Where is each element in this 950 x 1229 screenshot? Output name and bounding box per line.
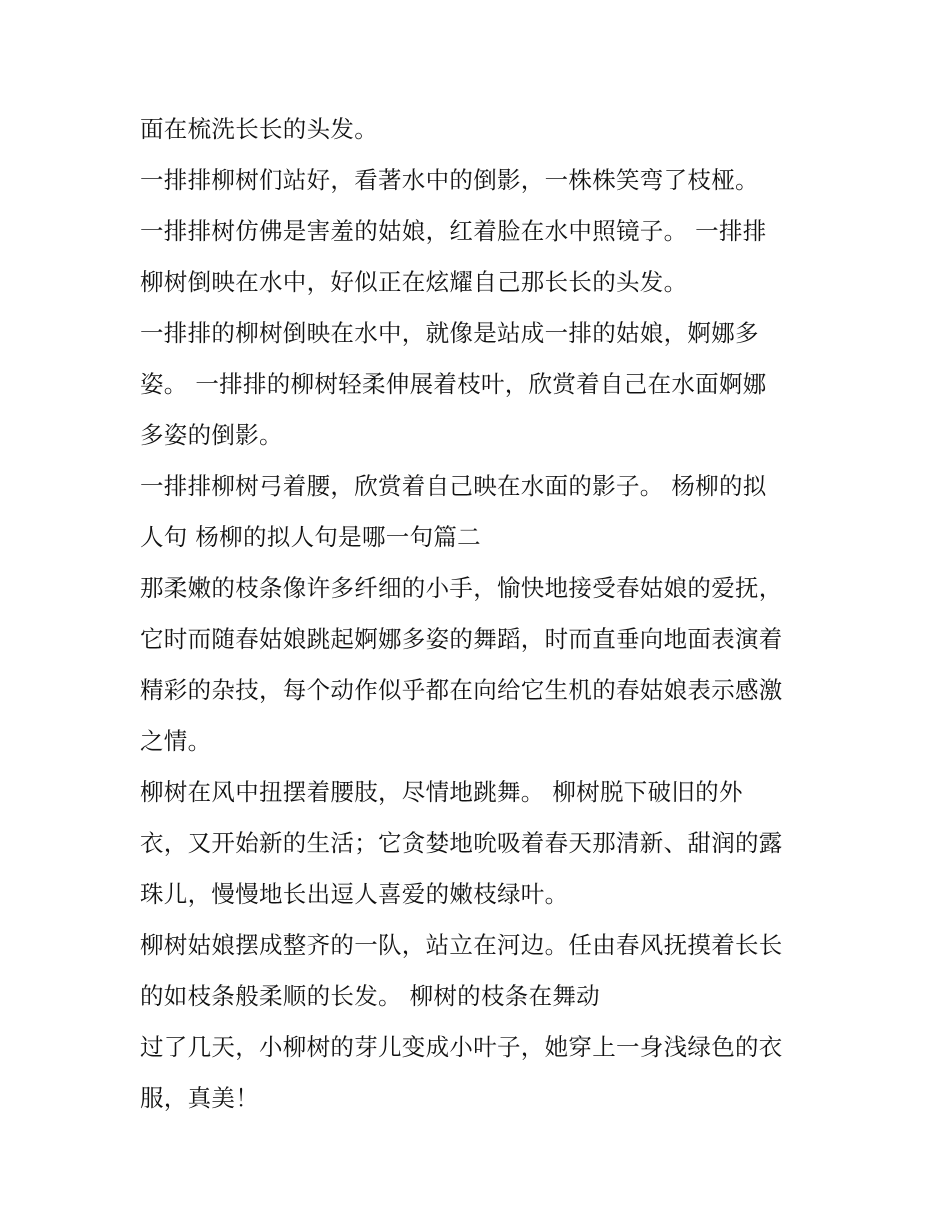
text-line: 柳树倒映在水中，好似正在炫耀自己那长长的头发。 [140,268,688,296]
text-line: 一排排树仿佛是害羞的姑娘，红着脸在水中照镜子。 一排排 [140,217,767,245]
text-line: 珠儿，慢慢地长出逗人喜爱的嫩枝绿叶。 [140,880,569,908]
text-line: 服，真美！ [140,1084,259,1112]
text-line: 衣，又开始新的生活；它贪婪地吮吸着春天那清新、甜润的露 [140,829,783,857]
text-line: 的如枝条般柔顺的长发。 柳树的枝条在舞动 [140,982,600,1010]
text-line: 多姿的倒影。 [140,421,283,449]
text-line: 人句 杨柳的拟人句是哪一句篇二 [140,523,481,551]
text-line: 面在梳洗长长的头发。 [140,115,378,143]
text-line: 它时而随春姑娘跳起婀娜多姿的舞蹈，时而直垂向地面表演着 [140,625,783,653]
text-line: 精彩的杂技，每个动作似乎都在向给它生机的春姑娘表示感激 [140,676,783,704]
text-line: 一排排柳树们站好，看著水中的倒影，一株株笑弯了枝桠。 [140,166,759,194]
text-line: 过了几天，小柳树的芽儿变成小叶子，她穿上一身浅绿色的衣 [140,1033,783,1061]
text-line: 一排排柳树弓着腰，欣赏着自己映在水面的影子。 杨柳的拟 [140,472,767,500]
text-line: 那柔嫩的枝条像许多纤细的小手，愉快地接受春姑娘的爱抚， [140,574,783,602]
text-line: 柳树姑娘摆成整齐的一队，站立在河边。任由春风抚摸着长长 [140,931,783,959]
text-line: 之情。 [140,727,212,755]
text-line: 姿。 一排排的柳树轻柔伸展着枝叶，欣赏着自己在水面婀娜 [140,370,767,398]
text-line: 柳树在风中扭摆着腰肢，尽情地跳舞。 柳树脱下破旧的外 [140,778,743,806]
text-line: 一排排的柳树倒映在水中，就像是站成一排的姑娘，婀娜多 [140,319,759,347]
